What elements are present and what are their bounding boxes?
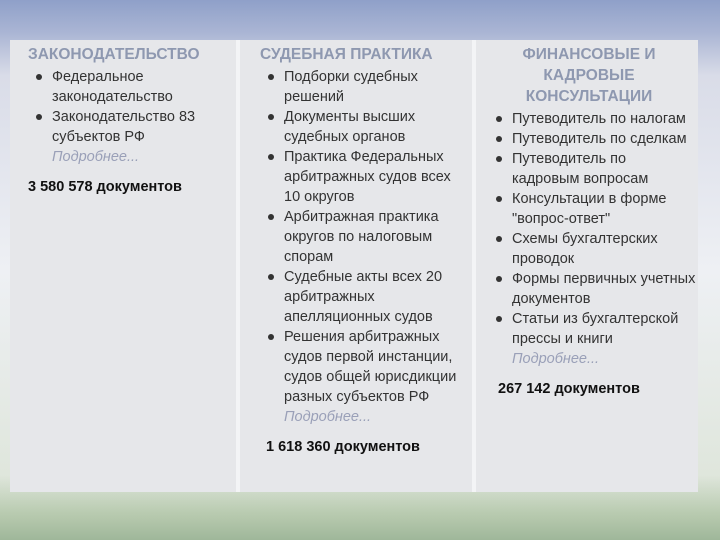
list-item	[260, 327, 470, 407]
list-item	[488, 129, 696, 149]
bullet-icon	[268, 274, 274, 280]
document-count: 267 142 документов	[498, 381, 640, 397]
list-item-text: Практика Федеральных арбитражных судов всех 10 округов	[284, 149, 451, 205]
list-item-text: Статьи из бухгалтерской прессы и книги	[512, 311, 679, 347]
bullet-icon	[496, 136, 502, 142]
list-item	[488, 109, 696, 129]
list-item-text: Документы высших судебных органов	[284, 109, 416, 145]
more-link[interactable]: Подробнее...	[52, 149, 140, 165]
list-item-text: Консультации в форме "вопрос-ответ"	[512, 191, 667, 227]
list-item	[488, 309, 696, 349]
list-item-text: Путеводитель по кадровым вопросам	[512, 151, 649, 187]
bullet-icon	[496, 236, 502, 242]
bullet-icon	[496, 316, 502, 322]
list-item	[28, 107, 233, 147]
bullet-icon	[496, 196, 502, 202]
list-item	[260, 147, 470, 207]
bullet-icon	[268, 334, 274, 340]
column-judicial-practice	[240, 40, 472, 492]
column-legislation	[10, 40, 236, 492]
column-heading: ЗАКОНОДАТЕЛЬСТВО	[28, 46, 200, 63]
list-item-text: Судебные акты всех 20 арбитражных апелляционных судов	[284, 269, 443, 325]
content-panel	[10, 40, 698, 492]
list-item-text: Схемы бухгалтерских проводок	[512, 231, 658, 267]
document-count: 1 618 360 документов	[266, 439, 420, 455]
list-item	[488, 269, 696, 309]
list-item	[488, 189, 696, 229]
column-heading: ФИНАНСОВЫЕ И КАДРОВЫЕ КОНСУЛЬТАЦИИ	[522, 46, 656, 105]
bullet-icon	[496, 116, 502, 122]
bullet-icon	[268, 114, 274, 120]
list-item	[260, 107, 470, 147]
bullet-icon	[268, 154, 274, 160]
list-item-text: Законодательство 83 субъектов РФ	[52, 109, 196, 145]
document-count: 3 580 578 документов	[28, 179, 182, 195]
list-item	[260, 267, 470, 327]
list-item-text: Арбитражная практика округов по налоговым спорам	[284, 209, 439, 265]
list-item	[488, 229, 696, 269]
list-item-text: Формы первичных учетных документов	[512, 271, 696, 307]
bullet-icon	[36, 114, 42, 120]
list-item	[260, 67, 470, 107]
column-heading: СУДЕБНАЯ ПРАКТИКА	[260, 46, 433, 63]
bullet-icon	[496, 276, 502, 282]
list-item-text: Решения арбитражных судов первой инстанции, судов общей юрисдикции разных субъектов РФ	[284, 329, 457, 405]
more-link[interactable]: Подробнее...	[512, 351, 600, 367]
column-financial-consultations	[476, 40, 698, 492]
list-item-text: Федеральное законодательство	[52, 69, 173, 105]
list-item-text: Путеводитель по сделкам	[512, 131, 687, 147]
bullet-icon	[496, 156, 502, 162]
item-list	[28, 67, 233, 147]
list-item-text: Путеводитель по налогам	[512, 111, 686, 127]
bullet-icon	[36, 74, 42, 80]
item-list	[260, 67, 470, 407]
list-item-text: Подборки судебных решений	[284, 69, 418, 105]
list-item	[488, 149, 696, 189]
more-link[interactable]: Подробнее...	[284, 409, 372, 425]
bullet-icon	[268, 214, 274, 220]
bullet-icon	[268, 74, 274, 80]
item-list	[488, 109, 696, 349]
list-item	[260, 207, 470, 267]
list-item	[28, 67, 233, 107]
